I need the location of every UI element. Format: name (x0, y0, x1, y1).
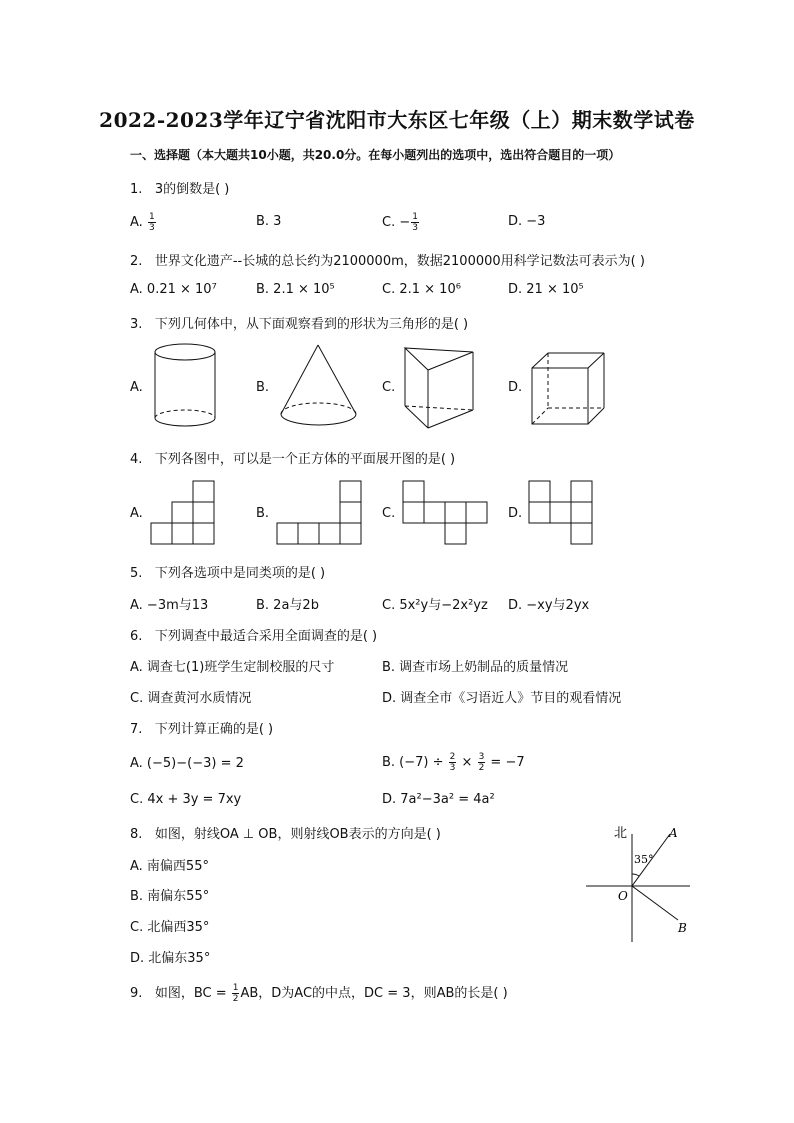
option-b: B. (256, 506, 270, 521)
option-a: A. (−5)−(−3) = 2 (130, 756, 244, 771)
option-d: D. 21 × 10⁵ (508, 282, 584, 297)
option-b: B. 南偏东55° (130, 889, 210, 904)
page-title: 2022-2023学年辽宁省沈阳市大东区七年级（上）期末数学试卷 (99, 108, 695, 132)
option-a: A. (130, 506, 143, 521)
point-b-label: B (678, 921, 687, 935)
angle-label: 35° (634, 853, 654, 866)
option-b: B. 调查市场上奶制品的质量情况 (382, 660, 569, 675)
option-d: D. −3 (508, 214, 546, 229)
option-c: C. (382, 380, 396, 395)
question-number: 6. (130, 629, 143, 644)
question-number: 2. (130, 254, 143, 269)
question-number: 7. (130, 722, 143, 737)
cylinder-figure (150, 342, 220, 432)
net-d-figure (528, 480, 598, 546)
question-2 (130, 250, 645, 269)
north-label: 北 (614, 826, 628, 841)
net-a-figure (150, 480, 220, 546)
option-c: C. 4x + 3y = 7xy (130, 792, 242, 807)
triangular-prism-figure (400, 344, 480, 434)
option-d: D. (508, 506, 523, 521)
option-a: A. 调查七(1)班学生定制校服的尺寸 (130, 660, 335, 675)
option-d: D. 7a²−3a² = 4a² (382, 792, 495, 807)
option-b: B. 2a与2b (256, 598, 319, 613)
question-6 (130, 625, 377, 644)
option-a: A. 南偏西55° (130, 859, 209, 874)
option-c: C. 北偏西35° (130, 920, 210, 935)
question-text: 下列几何体中，从下面观察看到的形状为三角形的是( ) (154, 317, 469, 332)
question-number: 4. (130, 452, 143, 467)
option-c: C. − $\frac{1}{3}$ (382, 212, 418, 233)
section-heading: 一、选择题（本大题共10小题，共20.0分。在每小题列出的选项中，选出符合题目的一项） (130, 148, 621, 162)
option-c: C. (382, 506, 396, 521)
option-d: D. (508, 380, 523, 395)
question-text: 下列各选项中是同类项的是( ) (154, 566, 326, 581)
option-a: A. 0.21 × 10⁷ (130, 282, 217, 297)
question-number: 5. (130, 566, 143, 581)
option-a: A. −3m与13 (130, 598, 209, 613)
option-b: B. (256, 380, 270, 395)
option-c: C. 2.1 × 10⁶ (382, 282, 461, 297)
question-text: 3的倒数是( ) (154, 182, 230, 197)
point-a-label: A (669, 826, 678, 840)
question-text: 世界文化遗产--长城的总长约为2100000m，数据2100000用科学记数法可表示为( ) (154, 254, 645, 269)
question-3 (130, 313, 468, 332)
question-7 (130, 718, 273, 737)
point-o-label: O (618, 889, 628, 903)
option-a: A. (130, 380, 143, 395)
option-c: C. 调查黄河水质情况 (130, 691, 252, 706)
option-b: B. 3 (256, 214, 282, 229)
option-d: D. −xy与2yx (508, 598, 590, 613)
question-text: 下列调查中最适合采用全面调查的是( ) (154, 629, 378, 644)
net-b-figure (276, 480, 366, 546)
option-a: A. $\frac{1}{3}$ (130, 212, 155, 233)
net-c-figure (402, 480, 492, 546)
cone-figure (276, 342, 362, 434)
question-5 (130, 562, 325, 581)
option-b: B. 2.1 × 10⁵ (256, 282, 335, 297)
direction-diagram (580, 820, 700, 945)
question-4 (130, 448, 455, 467)
question-1 (130, 178, 229, 197)
option-d: D. 调查全市《习语近人》节目的观看情况 (382, 691, 622, 706)
option-b: B. (−7) ÷ $\frac{2}{3}$ × $\frac{3}{2}$ = −7 (382, 752, 525, 773)
question-number: 8. (130, 827, 143, 842)
question-text: 下列计算正确的是( ) (154, 722, 274, 737)
question-9: 9. 如图，BC = $\frac{1}{2}$ AB，D为AC的中点，DC = 3，则AB的长是( ) (130, 983, 508, 1004)
question-8 (130, 823, 441, 842)
question-text: 下列各图中，可以是一个正方体的平面展开图的是( ) (154, 452, 456, 467)
cube-figure (528, 350, 608, 430)
option-d: D. 北偏东35° (130, 951, 211, 966)
question-number: 1. (130, 182, 143, 197)
question-text: 如图，射线OA ⊥ OB，则射线OB表示的方向是( ) (154, 827, 441, 842)
question-number: 9. (130, 986, 143, 1001)
option-c: C. 5x²y与−2x²yz (382, 598, 488, 613)
question-number: 3. (130, 317, 143, 332)
